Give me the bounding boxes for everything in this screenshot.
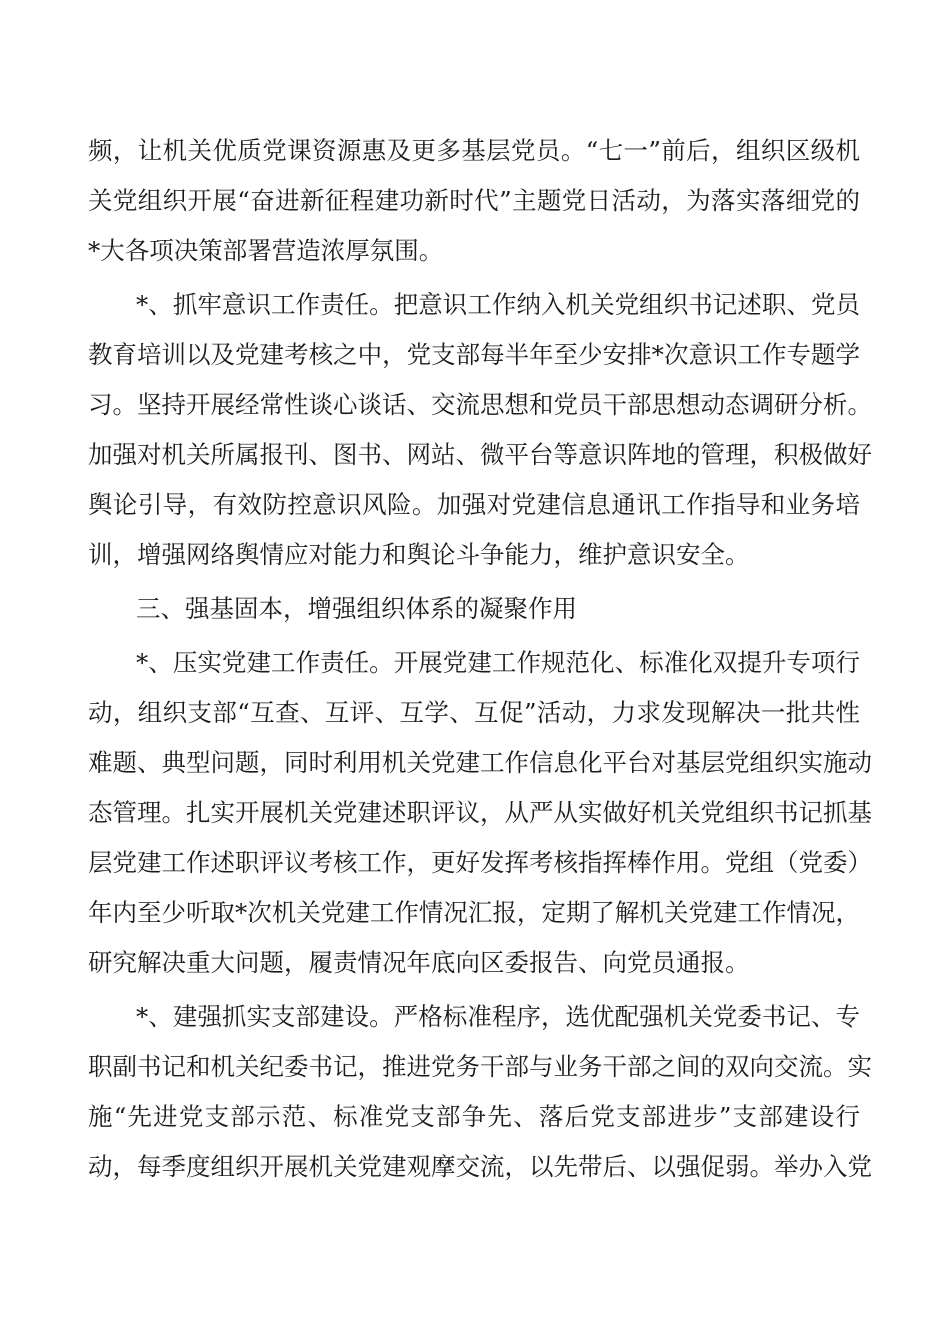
text-line: 动，每季度组织开展机关党建观摩交流，以先带后、以强促弱。举办入党 [88, 1152, 872, 1181]
text-line: 训，增强网络舆情应对能力和舆论斗争能力，维护意识安全。 [88, 540, 750, 569]
text-line: 加强对机关所属报刊、图书、网站、微平台等意识阵地的管理，积极做好 [88, 440, 872, 469]
text-line: 难题、典型问题，同时利用机关党建工作信息化平台对基层党组织实施动 [88, 748, 872, 777]
text-line: 施“先进党支部示范、标准党支部争先、落后党支部进步”支部建设行 [88, 1102, 860, 1131]
text-line: 层党建工作述职评议考核工作，更好发挥考核指挥棒作用。党组（党委） [88, 848, 872, 877]
text-line: 动，组织支部“互查、互评、互学、互促”活动，力求发现解决一批共性 [88, 698, 860, 727]
paragraph-first-line: *、建强抓实支部建设。严格标准程序，选优配强机关党委书记、专 [136, 1002, 860, 1031]
paragraph-first-line: *、压实党建工作责任。开展党建工作规范化、标准化双提升专项行 [136, 648, 860, 677]
text-line: 教育培训以及党建考核之中，党支部每半年至少安排*次意识工作专题学 [88, 340, 860, 369]
text-line: 习。坚持开展经常性谈心谈话、交流思想和党员干部思想动态调研分析。 [88, 390, 872, 419]
text-line: *大各项决策部署营造浓厚氛围。 [88, 236, 444, 265]
text-line: 研究解决重大问题，履责情况年底向区委报告、向党员通报。 [88, 948, 750, 977]
text-line: 态管理。扎实开展机关党建述职评议，从严从实做好机关党组织书记抓基 [88, 798, 872, 827]
paragraph-first-line: *、抓牢意识工作责任。把意识工作纳入机关党组织书记述职、党员 [136, 290, 860, 319]
text-line: 关党组织开展“奋进新征程建功新时代”主题党日活动，为落实落细党的 [88, 186, 860, 215]
text-line: 舆论引导，有效防控意识风险。加强对党建信息通讯工作指导和业务培 [88, 490, 860, 519]
text-line: 职副书记和机关纪委书记，推进党务干部与业务干部之间的双向交流。实 [88, 1052, 872, 1081]
section-heading: 三、强基固本，增强组织体系的凝聚作用 [136, 594, 577, 623]
text-line: 年内至少听取*次机关党建工作情况汇报，定期了解机关党建工作情况， [88, 898, 860, 927]
text-line: 频，让机关优质党课资源惠及更多基层党员。“七一”前后，组织区级机 [88, 136, 860, 165]
